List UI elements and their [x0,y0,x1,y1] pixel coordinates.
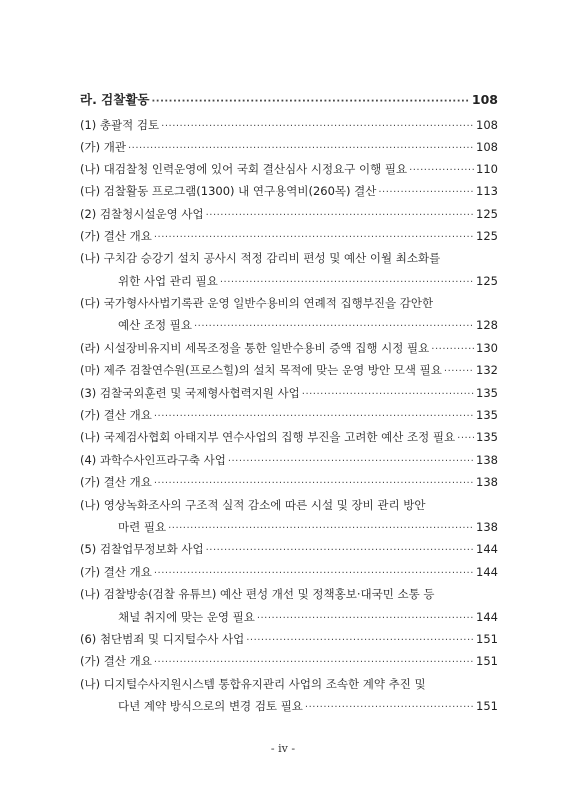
dot-leader [154,228,474,248]
toc-entry[interactable] [80,293,498,313]
toc-page-number: 144 [476,542,498,556]
toc-entry[interactable] [80,383,498,403]
toc-entry-continuation[interactable] [118,271,498,291]
toc-entry-title: 마련 필요 [118,520,167,534]
toc-page-number: 144 [476,610,498,624]
dot-leader [444,362,474,382]
dot-leader [409,161,474,181]
dot-leader [154,653,474,673]
dot-leader [154,564,474,584]
toc-entry-continuation[interactable] [118,517,498,537]
toc-page-number: 135 [476,430,498,444]
toc-entry[interactable] [80,338,498,358]
toc-entry-title: (가) 개관 [80,140,126,154]
toc-entry[interactable] [80,562,498,582]
dot-leader [151,92,469,112]
toc-entry-title: (나) 영상녹화조사의 구조적 실적 감소에 따른 시설 및 장비 관리 방안 [80,498,426,512]
toc-page-number: 108 [471,92,498,107]
dot-leader [161,117,474,137]
toc-entry-title: (가) 결산 개요 [80,229,152,243]
dot-leader [220,273,474,293]
toc-page-number: 130 [476,341,498,355]
dot-leader [457,429,474,449]
dot-leader [228,452,474,472]
dot-leader [154,407,474,427]
dot-leader [378,183,474,203]
toc-entry-continuation[interactable] [118,315,498,335]
toc-entry-title: (다) 검찰활동 프로그램(1300) 내 연구용역비(260목) 결산 [80,184,377,198]
toc-page-number: 138 [476,520,498,534]
toc-entry[interactable] [80,137,498,157]
toc-page-number: 135 [476,386,498,400]
toc-page-number: 125 [476,274,498,288]
toc-entry-section[interactable] [80,90,498,110]
dot-leader [168,519,474,539]
toc-entry[interactable] [80,450,498,470]
toc-entry-title: (라) 시설장비유지비 세목조정을 통한 일반수용비 증액 집행 시정 필요 [80,341,430,355]
toc-page-number: 151 [476,632,498,646]
toc-page-number: 110 [476,162,498,176]
toc-entry-title: (나) 디지털수사지원시스템 통합유지관리 사업의 조속한 계약 추진 및 [80,677,426,691]
toc-page-number: 138 [476,453,498,467]
page-footer: - iv - [270,742,296,755]
toc-page-number: 144 [476,565,498,579]
dot-leader [257,609,474,629]
toc-page-number: 113 [476,184,498,198]
toc-entry-continuation[interactable] [118,696,498,716]
toc-entry-continuation[interactable] [118,607,498,627]
toc-entry[interactable] [80,405,498,425]
toc-entry-title: 다년 계약 방식으로의 변경 검토 필요 [118,699,303,713]
toc-entry-title: (1) 총괄적 검토 [80,118,160,132]
toc-entry-title: (3) 검찰국외훈련 및 국제형사협력지원 사업 [80,386,300,400]
toc-entry-title: (5) 검찰업무정보화 사업 [80,542,204,556]
toc-entry[interactable] [80,248,498,268]
dot-leader [194,317,474,337]
toc-page-number: 108 [476,140,498,154]
dot-leader [431,340,474,360]
toc-entry-title: 채널 취지에 맞는 운영 필요 [118,610,255,624]
toc-entry-title: (나) 국제검사협회 아태지부 연수사업의 집행 부진을 고려한 예산 조정 필요 [80,430,456,444]
dot-leader [154,474,474,494]
toc-entry-title: (나) 검찰방송(검찰 유튜브) 예산 편성 개선 및 정책홍보·대국민 소통 등 [80,587,435,601]
toc-entry-title: (가) 결산 개요 [80,475,152,489]
toc-entry[interactable] [80,651,498,671]
toc-entry[interactable] [80,204,498,224]
dot-leader [246,631,474,651]
toc-entry[interactable] [80,159,498,179]
toc-entry-title: (가) 결산 개요 [80,654,152,668]
toc-page-number: 125 [476,207,498,221]
toc-page-number: 108 [476,118,498,132]
toc-entry[interactable] [80,584,498,604]
toc-entry-title: (나) 구치감 승강기 설치 공사시 적정 감리비 편성 및 예산 이월 최소화를 [80,251,441,265]
toc-entry-title: (가) 결산 개요 [80,408,152,422]
toc-page-number: 151 [476,654,498,668]
toc-entry[interactable] [80,115,498,135]
toc-page-number: 138 [476,475,498,489]
toc-entry[interactable] [80,539,498,559]
toc-entry-title: 예산 조정 필요 [118,318,192,332]
toc-entry[interactable] [80,226,498,246]
toc-entry-title: 위한 사업 관리 필요 [118,274,218,288]
dot-leader [302,385,474,405]
toc-entry-title: (마) 제주 검찰연수원(프로스힐)의 설치 목적에 맞는 운영 방안 모색 필요 [80,363,442,377]
dot-leader [206,206,474,226]
toc-entry[interactable] [80,674,498,694]
toc-entry-title: (4) 과학수사인프라구축 사업 [80,453,226,467]
toc-page-number: 128 [476,318,498,332]
toc-entry-title: (2) 검찰청시설운영 사업 [80,207,204,221]
toc-page-number: 135 [476,408,498,422]
dot-leader [128,139,474,159]
toc-page-number: 151 [476,699,498,713]
dot-leader [305,698,474,718]
toc-entry-title: (나) 대검찰청 인력운영에 있어 국회 결산심사 시정요구 이행 필요 [80,162,408,176]
toc-entry[interactable] [80,360,498,380]
dot-leader [206,541,474,561]
toc-entry[interactable] [80,181,498,201]
toc-page-number: 132 [476,363,498,377]
toc-entry-title: (다) 국가형사사법기록관 운영 일반수용비의 연례적 집행부진을 감안한 [80,296,434,310]
toc-entry-title: 라. 검찰활동 [80,92,150,107]
toc-entry-title: (가) 결산 개요 [80,565,152,579]
toc-entry[interactable] [80,495,498,515]
toc-entry[interactable] [80,629,498,649]
toc-entry-title: (6) 첨단범죄 및 디지털수사 사업 [80,632,245,646]
toc-page-number: 125 [476,229,498,243]
toc-entry[interactable] [80,427,498,447]
toc-entry[interactable] [80,472,498,492]
